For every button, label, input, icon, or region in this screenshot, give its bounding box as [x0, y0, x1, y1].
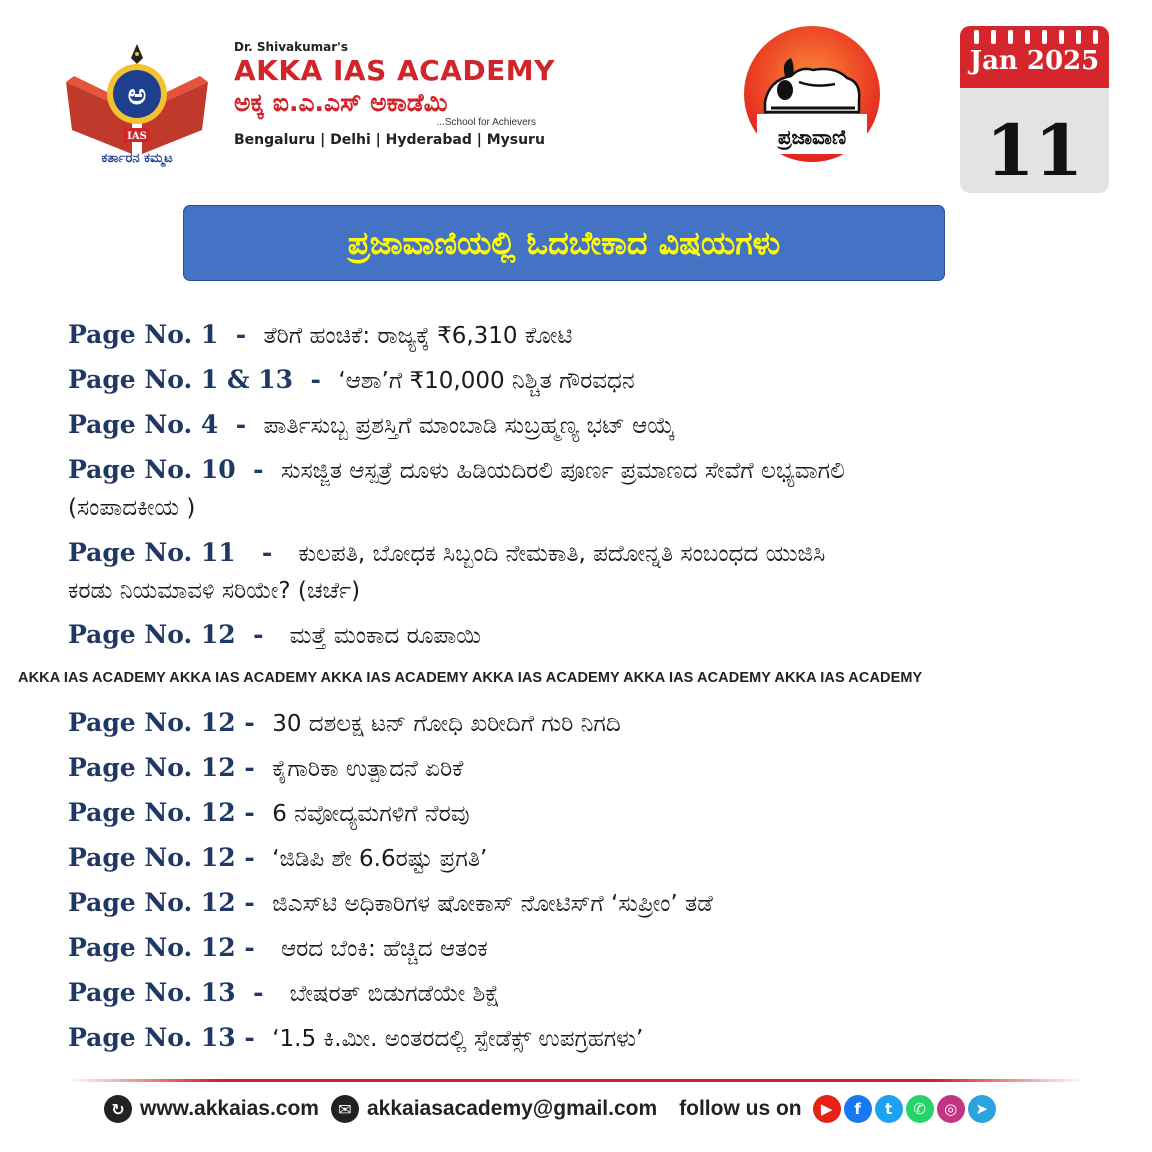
article-title: ಕುಲಪತಿ, ಬೋಧಕ ಸಿಬ್ಬಂದಿ ನೇಮಕಾತಿ, ಪದೋನ್ನತಿ ಸಂಬಂಧದ ಯುಜಿಸಿ: [298, 541, 826, 567]
page-number: Page No. 1 & 13: [68, 365, 294, 394]
article-title: ‘ಆಶಾ’ಗೆ ₹10,000 ನಿಶ್ಚಿತ ಗೌರವಧನ: [338, 368, 635, 394]
article-title: ಜಿಎಸ್‌ಟಿ ಅಧಿಕಾರಿಗಳ ಷೋಕಾಸ್ ನೋಟಿಸ್‌ಗೆ ‘ಸುಪ್ರೀಂ’ ತಡೆ: [272, 891, 713, 917]
list-item: [68, 320, 572, 349]
telegram-icon[interactable]: ➤: [968, 1095, 996, 1123]
newspaper-name: ಪ್ರಜಾವಾಣಿ: [777, 125, 847, 149]
globe-icon: ↻: [104, 1095, 132, 1123]
watermark-strip: AKKA IAS ACADEMY AKKA IAS ACADEMY AKKA IAS ACADEMY AKKA IAS ACADEMY AKKA IAS ACADEMY AKKA IAS ACADEMY: [18, 670, 923, 686]
calendar-month-year: Jan 2025: [969, 46, 1100, 76]
list-item: [68, 620, 481, 649]
page-number: Page No. 12: [68, 798, 236, 827]
tagline: ...School for Achievers: [436, 117, 536, 128]
logo-badge-text: IAS: [127, 131, 147, 142]
svg-text:ಅ: ಅ: [127, 78, 147, 111]
separator: -: [261, 538, 273, 567]
calendar-rings-icon: [960, 26, 1109, 46]
separator: -: [235, 410, 247, 439]
article-title: 30 ದಶಲಕ್ಷ ಟನ್ ಗೋಧಿ ಖರೀದಿಗೆ ಗುರಿ ನಿಗದಿ: [272, 711, 621, 737]
article-title: ತೆರಿಗೆ ಹಂಚಿಕೆ: ರಾಜ್ಯಕ್ಕೆ ₹6,310 ಕೋಟಿ: [263, 323, 573, 349]
article-title: ಸುಸಜ್ಜಿತ ಆಸ್ಪತ್ರೆ ದೂಳು ಹಿಡಿಯದಿರಲಿ ಪೂರ್ಣ ಪ್ರಮಾಣದ ಸೇವೆಗೆ ಲಭ್ಯವಾಗಲಿ: [280, 458, 845, 484]
facebook-icon[interactable]: f: [844, 1095, 872, 1123]
footer: [104, 1092, 996, 1126]
separator: -: [253, 978, 264, 1007]
page-number: Page No. 13: [68, 1023, 236, 1052]
follow-label: follow us on: [679, 1097, 802, 1120]
separator: -: [244, 708, 255, 737]
founder-line: Dr. Shivakumar's: [234, 40, 348, 54]
separator: -: [235, 320, 247, 349]
separator: -: [244, 933, 255, 962]
academy-name-block: [234, 40, 564, 148]
twitter-icon[interactable]: t: [875, 1095, 903, 1123]
article-title: 6 ನವೋದ್ಯಮಗಳಿಗೆ ನೆರವು: [272, 801, 470, 827]
title-banner: [183, 205, 945, 281]
footer-divider: [66, 1079, 1086, 1082]
prajavani-logo: [735, 22, 890, 172]
website-link[interactable]: www.akkaias.com: [140, 1097, 319, 1120]
article-title: ಕೈಗಾರಿಕಾ ಉತ್ಪಾದನೆ ಏರಿಕೆ: [272, 756, 464, 782]
email-icon: ✉: [331, 1095, 359, 1123]
logo-motto: ಕರ್ತಾರನ ಕಮ್ಮಟ: [101, 151, 173, 166]
separator: -: [253, 455, 264, 484]
separator: -: [253, 620, 264, 649]
page-number: Page No. 11: [68, 538, 236, 567]
list-item: [68, 978, 500, 1007]
separator: -: [310, 365, 321, 394]
cities-list: Bengaluru | Delhi | Hyderabad | Mysuru: [234, 132, 545, 148]
article-title: ಆರದ ಬೆಂಕಿ: ಹೆಚ್ಚಿದ ಆತಂಕ: [280, 936, 488, 962]
list-item: [68, 410, 675, 439]
list-item: [68, 798, 469, 827]
instagram-icon[interactable]: ◎: [937, 1095, 965, 1123]
list-item: [68, 708, 621, 737]
page-number: Page No. 12: [68, 620, 236, 649]
list-item: [68, 843, 487, 872]
whatsapp-icon[interactable]: ✆: [906, 1095, 934, 1123]
academy-name-kannada: ಅಕ್ಕ ಐ.ಎ.ಎಸ್ ಅಕಾಡೆಮಿ: [234, 88, 448, 117]
page-number: Page No. 12: [68, 888, 236, 917]
youtube-icon[interactable]: ▶: [813, 1095, 841, 1123]
calendar-day: 11: [985, 109, 1084, 192]
page-number: Page No. 12: [68, 708, 236, 737]
page-number: Page No. 4: [68, 410, 219, 439]
academy-logo: [62, 42, 212, 172]
email-link[interactable]: akkaiasacademy@gmail.com: [366, 1097, 658, 1120]
page-number: Page No. 1: [68, 320, 219, 349]
article-title-continued: (ಸಂಪಾದಕೀಯ ): [68, 495, 196, 521]
list-item: [68, 455, 845, 484]
article-title-continued: ಕರಡು ನಿಯಮಾವಳಿ ಸರಿಯೇ? (ಚರ್ಚೆ): [68, 578, 361, 604]
article-title: ಬೇಷರತ್ ಬಿಡುಗಡೆಯೇ ಶಿಕ್ಷೆ: [289, 981, 501, 1007]
list-item: [68, 888, 713, 917]
date-calendar: [960, 26, 1109, 193]
article-title: ‘1.5 ಕಿ.ಮೀ. ಅಂತರದಲ್ಲಿ ಸ್ಪೇಡೆಕ್ಸ್ ಉಪಗ್ರಹಗಳು’: [272, 1026, 644, 1052]
list-item: [68, 538, 825, 567]
page-number: Page No. 12: [68, 753, 236, 782]
separator: -: [244, 843, 255, 872]
article-title: ಪಾರ್ತಿಸುಬ್ಬ ಪ್ರಶಸ್ತಿಗೆ ಮಾಂಬಾಡಿ ಸುಬ್ರಹ್ಮಣ್ಯ ಭಟ್ ಆಯ್ಕೆ: [263, 413, 675, 439]
separator: -: [244, 888, 255, 917]
nandi-bull-icon: [735, 22, 890, 172]
separator: -: [244, 798, 255, 827]
list-item: [68, 1023, 643, 1052]
academy-name: AKKA IAS ACADEMY: [234, 54, 555, 87]
article-title: ಮತ್ತೆ ಮಂಕಾದ ರೂಪಾಯಿ: [289, 623, 481, 649]
separator: -: [244, 753, 255, 782]
article-title: ‘ಜಿಡಿಪಿ ಶೇ 6.6ರಷ್ಟು ಪ್ರಗತಿ’: [272, 846, 488, 872]
page-number: Page No. 10: [68, 455, 236, 484]
separator: -: [244, 1023, 255, 1052]
banner-title: ಪ್ರಜಾವಾಣಿಯಲ್ಲಿ ಓದಬೇಕಾದ ವಿಷಯಗಳು: [347, 223, 781, 262]
list-item: [68, 933, 488, 962]
page-number: Page No. 13: [68, 978, 236, 1007]
book-emblem-icon: [62, 42, 212, 172]
list-item: [68, 365, 635, 394]
page-number: Page No. 12: [68, 843, 236, 872]
list-item: [68, 753, 463, 782]
page-number: Page No. 12: [68, 933, 236, 962]
